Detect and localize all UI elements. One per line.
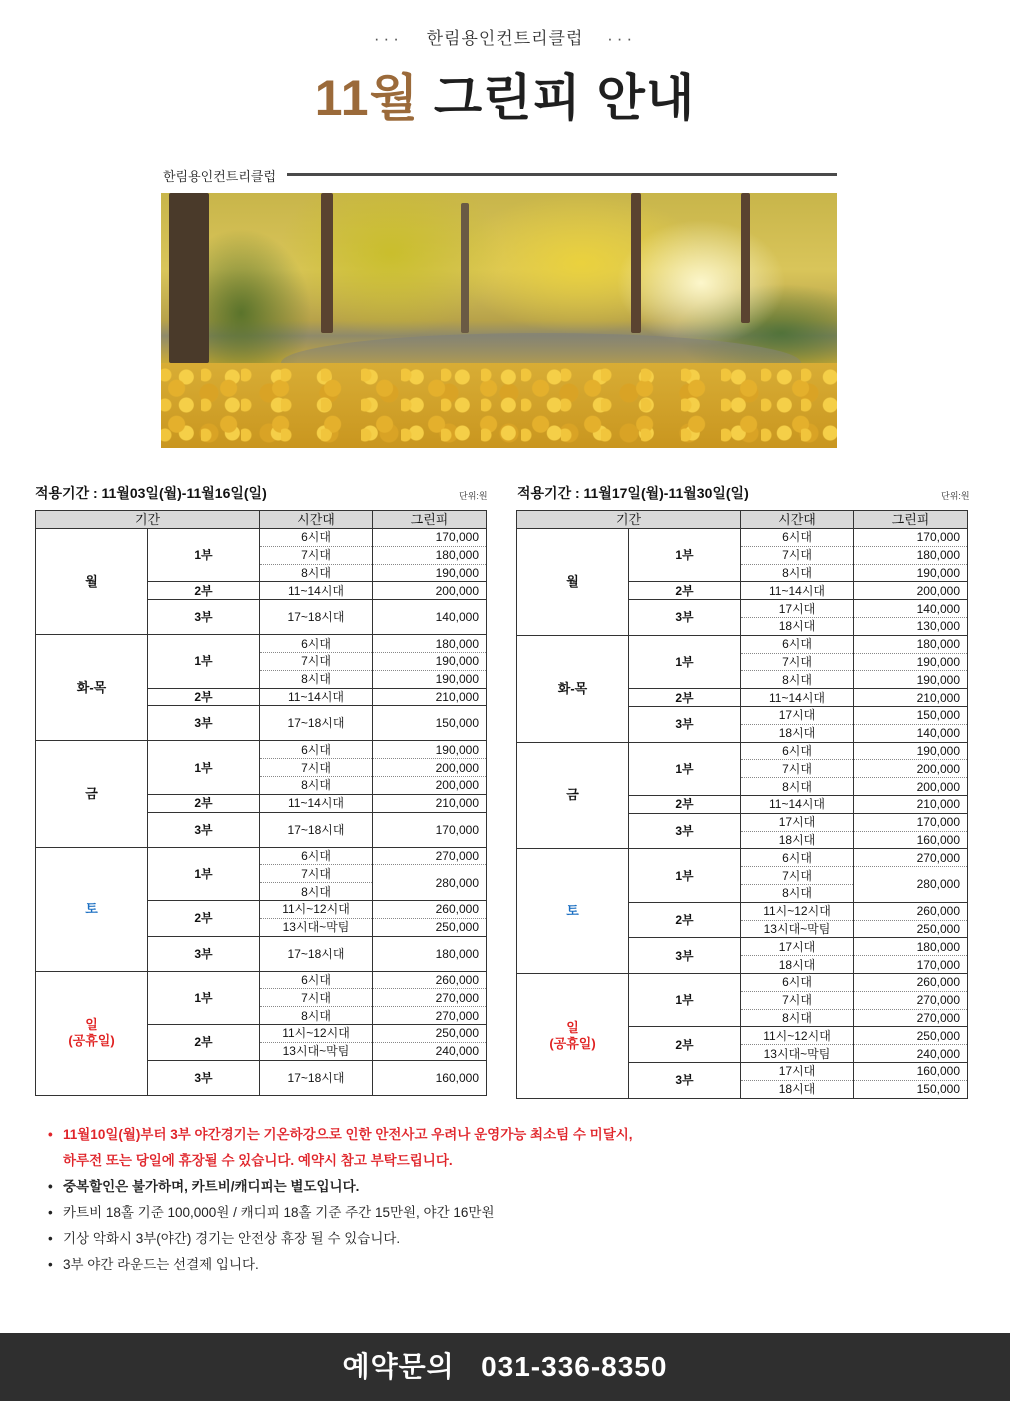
club-header <box>0 24 1010 49</box>
part-cell: 1부 <box>148 529 260 582</box>
green-fee-table-1 <box>35 510 487 1096</box>
time-cell: 7시대 <box>260 652 373 670</box>
time-cell: 8시대 <box>741 1009 854 1027</box>
time-cell: 13시대~막팀 <box>741 1045 854 1063</box>
part-cell: 3부 <box>148 812 260 847</box>
table-row <box>36 971 487 989</box>
time-cell: 11~14시대 <box>741 795 854 813</box>
time-cell: 8시대 <box>741 778 854 796</box>
fee-cell: 180,000 <box>854 938 968 956</box>
time-cell: 17시대 <box>741 938 854 956</box>
part-cell: 2부 <box>629 1027 741 1063</box>
fee-cell: 160,000 <box>854 1062 968 1080</box>
fee-cell: 260,000 <box>373 971 487 989</box>
time-cell: 11~14시대 <box>741 582 854 600</box>
fee-cell: 190,000 <box>373 741 487 759</box>
part-cell: 1부 <box>629 973 741 1026</box>
fee-cell: 150,000 <box>854 1080 968 1098</box>
fee-cell: 170,000 <box>854 529 968 547</box>
part-cell: 2부 <box>629 795 741 813</box>
reservation-footer <box>0 1333 1010 1401</box>
time-cell: 8시대 <box>741 671 854 689</box>
fee-cell: 200,000 <box>854 760 968 778</box>
day-cell: 일 (공휴일) <box>517 973 629 1098</box>
fee-cell: 250,000 <box>373 1024 487 1042</box>
time-cell: 17시대 <box>741 1062 854 1080</box>
table-row <box>517 973 968 991</box>
fee-cell: 270,000 <box>854 849 968 867</box>
time-cell: 8시대 <box>260 564 373 582</box>
day-cell: 금 <box>517 742 629 849</box>
fee-cell: 150,000 <box>373 706 487 741</box>
time-cell: 17~18시대 <box>260 600 373 635</box>
time-cell: 6시대 <box>260 971 373 989</box>
time-cell: 17시대 <box>741 706 854 724</box>
title-month: 11월 <box>314 70 419 126</box>
fee-cell: 140,000 <box>854 724 968 742</box>
time-cell: 6시대 <box>260 847 373 865</box>
time-cell: 6시대 <box>741 529 854 547</box>
fee-cell: 170,000 <box>373 812 487 847</box>
fee-cell: 200,000 <box>854 778 968 796</box>
table-row <box>36 847 487 865</box>
part-cell: 1부 <box>629 849 741 902</box>
part-cell: 2부 <box>148 582 260 600</box>
part-cell: 2부 <box>148 900 260 936</box>
part-cell: 2부 <box>148 794 260 812</box>
day-cell: 화-목 <box>517 635 629 742</box>
time-cell: 13시대~막팀 <box>260 1042 373 1060</box>
part-cell: 1부 <box>148 741 260 794</box>
fee-cell: 210,000 <box>373 794 487 812</box>
time-cell: 18시대 <box>741 1080 854 1098</box>
fee-cell: 270,000 <box>373 847 487 865</box>
table-row <box>517 849 968 867</box>
time-cell: 7시대 <box>741 653 854 671</box>
fee-cell: 140,000 <box>854 600 968 618</box>
page-title <box>0 58 1010 130</box>
fee-cell: 180,000 <box>854 635 968 653</box>
time-cell: 11시~12시대 <box>741 1027 854 1045</box>
fee-cell: 240,000 <box>854 1045 968 1063</box>
time-cell: 7시대 <box>741 760 854 778</box>
reservation-phone[interactable]: 031-336-8350 <box>481 1351 668 1382</box>
note-item: • 3부 야간 라운드는 선결제 입니다. <box>48 1252 948 1278</box>
table-row <box>517 529 968 547</box>
time-cell: 18시대 <box>741 724 854 742</box>
table-row <box>36 635 487 653</box>
time-cell: 6시대 <box>741 849 854 867</box>
fee-cell: 170,000 <box>854 813 968 831</box>
part-cell: 2부 <box>629 689 741 707</box>
time-cell: 11시~12시대 <box>260 900 373 918</box>
part-cell: 3부 <box>148 706 260 741</box>
time-cell: 6시대 <box>260 635 373 653</box>
dots-right: ··· <box>607 29 637 48</box>
time-cell: 8시대 <box>260 1007 373 1025</box>
fee-cell: 170,000 <box>373 529 487 547</box>
ginkgo-path-photo <box>161 193 837 448</box>
note-item: • 11월10일(월)부터 3부 야간경기는 기온하강으로 인한 안전사고 우려나 운영가능 최소팀 수 미달시, <box>48 1122 948 1148</box>
fee-cell: 170,000 <box>854 956 968 974</box>
fee-cell: 180,000 <box>373 546 487 564</box>
fee-cell: 260,000 <box>854 973 968 991</box>
time-cell: 7시대 <box>260 759 373 777</box>
header-period: 기간 <box>36 511 260 529</box>
time-cell: 8시대 <box>260 670 373 688</box>
part-cell: 3부 <box>148 1060 260 1095</box>
time-cell: 11~14시대 <box>260 794 373 812</box>
fee-cell: 260,000 <box>373 900 487 918</box>
part-cell: 3부 <box>629 813 741 849</box>
table-row <box>517 635 968 653</box>
fee-cell: 270,000 <box>854 991 968 1009</box>
fee-cell: 190,000 <box>854 564 968 582</box>
time-cell: 17시대 <box>741 600 854 618</box>
time-cell: 11~14시대 <box>260 582 373 600</box>
time-cell: 13시대~막팀 <box>741 920 854 938</box>
time-cell: 6시대 <box>260 529 373 547</box>
fee-cell: 190,000 <box>854 671 968 689</box>
time-cell: 17~18시대 <box>260 812 373 847</box>
time-cell: 7시대 <box>741 991 854 1009</box>
part-cell: 3부 <box>148 936 260 971</box>
time-cell: 18시대 <box>741 956 854 974</box>
day-cell: 토 <box>517 849 629 974</box>
fee-cell: 190,000 <box>854 653 968 671</box>
time-cell: 17~18시대 <box>260 936 373 971</box>
time-cell: 11~14시대 <box>260 688 373 706</box>
fee-cell: 180,000 <box>373 936 487 971</box>
time-cell: 7시대 <box>741 546 854 564</box>
time-cell: 13시대~막팀 <box>260 918 373 936</box>
time-cell: 7시대 <box>741 867 854 885</box>
fee-cell: 260,000 <box>854 902 968 920</box>
header-period: 기간 <box>517 511 741 529</box>
club-name: 한림용인컨트리클럽 <box>426 29 584 48</box>
fee-cell: 160,000 <box>854 831 968 849</box>
time-cell: 7시대 <box>260 989 373 1007</box>
fee-cell: 200,000 <box>854 582 968 600</box>
part-cell: 1부 <box>629 635 741 688</box>
time-cell: 8시대 <box>741 564 854 582</box>
time-cell: 7시대 <box>260 546 373 564</box>
period-label-2: 적용기간 : 11월17일(월)-11월30일(일) <box>517 485 749 501</box>
time-cell: 17~18시대 <box>260 706 373 741</box>
header-fee: 그린피 <box>854 511 968 529</box>
day-cell: 화-목 <box>36 635 148 741</box>
green-fee-table-2 <box>516 510 968 1099</box>
time-cell: 8시대 <box>260 883 373 901</box>
fee-cell: 200,000 <box>373 759 487 777</box>
fee-cell: 140,000 <box>373 600 487 635</box>
time-cell: 6시대 <box>260 741 373 759</box>
table-row <box>517 742 968 760</box>
fee-cell: 190,000 <box>373 564 487 582</box>
note-item: • 기상 악화시 3부(야간) 경기는 안전상 휴장 될 수 있습니다. <box>48 1226 948 1252</box>
time-cell: 7시대 <box>260 865 373 883</box>
fee-cell: 200,000 <box>373 582 487 600</box>
part-cell: 3부 <box>629 706 741 742</box>
fee-cell: 130,000 <box>854 617 968 635</box>
part-cell: 3부 <box>148 600 260 635</box>
time-cell: 11시~12시대 <box>741 902 854 920</box>
part-cell: 2부 <box>629 582 741 600</box>
fee-cell: 280,000 <box>373 865 487 901</box>
dots-left: ··· <box>373 29 403 48</box>
fee-cell: 280,000 <box>854 867 968 903</box>
part-cell: 1부 <box>148 847 260 900</box>
time-cell: 6시대 <box>741 742 854 760</box>
table-row <box>36 741 487 759</box>
unit-label-2: 단위:원 <box>941 491 970 501</box>
divider <box>287 173 837 176</box>
time-cell: 11~14시대 <box>741 689 854 707</box>
fee-cell: 190,000 <box>373 670 487 688</box>
fee-cell: 240,000 <box>373 1042 487 1060</box>
note-item: • 카트비 18홀 기준 100,000원 / 캐디피 18홀 기준 주간 15만원, 야간 16만원 <box>48 1200 948 1226</box>
time-cell: 18시대 <box>741 617 854 635</box>
header-fee: 그린피 <box>373 511 487 529</box>
day-cell: 월 <box>36 529 148 635</box>
time-cell: 17~18시대 <box>260 1060 373 1095</box>
fee-cell: 250,000 <box>854 1027 968 1045</box>
fee-cell: 250,000 <box>854 920 968 938</box>
reservation-label: 예약문의 <box>342 1351 455 1382</box>
fee-cell: 210,000 <box>373 688 487 706</box>
fee-cell: 190,000 <box>373 652 487 670</box>
fee-cell: 210,000 <box>854 689 968 707</box>
header-time: 시간대 <box>260 511 373 529</box>
time-cell: 6시대 <box>741 973 854 991</box>
fee-cell: 270,000 <box>373 1007 487 1025</box>
part-cell: 2부 <box>629 902 741 938</box>
fee-cell: 160,000 <box>373 1060 487 1095</box>
time-cell: 18시대 <box>741 831 854 849</box>
day-cell: 금 <box>36 741 148 847</box>
notes <box>48 1122 948 1278</box>
fee-cell: 270,000 <box>854 1009 968 1027</box>
period-label-1: 적용기간 : 11월03일(월)-11월16일(일) <box>35 485 267 501</box>
photo-caption: 한림용인컨트리클럽 <box>163 169 277 184</box>
part-cell: 1부 <box>629 742 741 795</box>
part-cell: 3부 <box>629 938 741 974</box>
time-cell: 8시대 <box>741 884 854 902</box>
part-cell: 3부 <box>629 1062 741 1098</box>
title-rest: 그린피 안내 <box>433 70 696 126</box>
time-cell: 11시~12시대 <box>260 1024 373 1042</box>
header-time: 시간대 <box>741 511 854 529</box>
day-cell: 일 (공휴일) <box>36 971 148 1095</box>
time-cell: 6시대 <box>741 635 854 653</box>
part-cell: 1부 <box>629 529 741 582</box>
fee-cell: 180,000 <box>373 635 487 653</box>
fee-cell: 180,000 <box>854 546 968 564</box>
fee-cell: 150,000 <box>854 706 968 724</box>
time-cell: 17시대 <box>741 813 854 831</box>
note-item: 하루전 또는 당일에 휴장될 수 있습니다. 예약시 참고 부탁드립니다. <box>63 1153 453 1168</box>
fee-cell: 270,000 <box>373 989 487 1007</box>
part-cell: 3부 <box>629 600 741 636</box>
fee-cell: 200,000 <box>373 776 487 794</box>
fee-cell: 250,000 <box>373 918 487 936</box>
day-cell: 토 <box>36 847 148 971</box>
table-row <box>36 529 487 547</box>
note-item: • 중복할인은 불가하며, 카트비/캐디피는 별도입니다. <box>48 1174 948 1200</box>
part-cell: 2부 <box>148 1024 260 1060</box>
time-cell: 8시대 <box>260 776 373 794</box>
fee-cell: 190,000 <box>854 742 968 760</box>
fee-cell: 210,000 <box>854 795 968 813</box>
day-cell: 월 <box>517 529 629 636</box>
part-cell: 1부 <box>148 971 260 1024</box>
unit-label-1: 단위:원 <box>459 491 488 501</box>
part-cell: 2부 <box>148 688 260 706</box>
part-cell: 1부 <box>148 635 260 688</box>
